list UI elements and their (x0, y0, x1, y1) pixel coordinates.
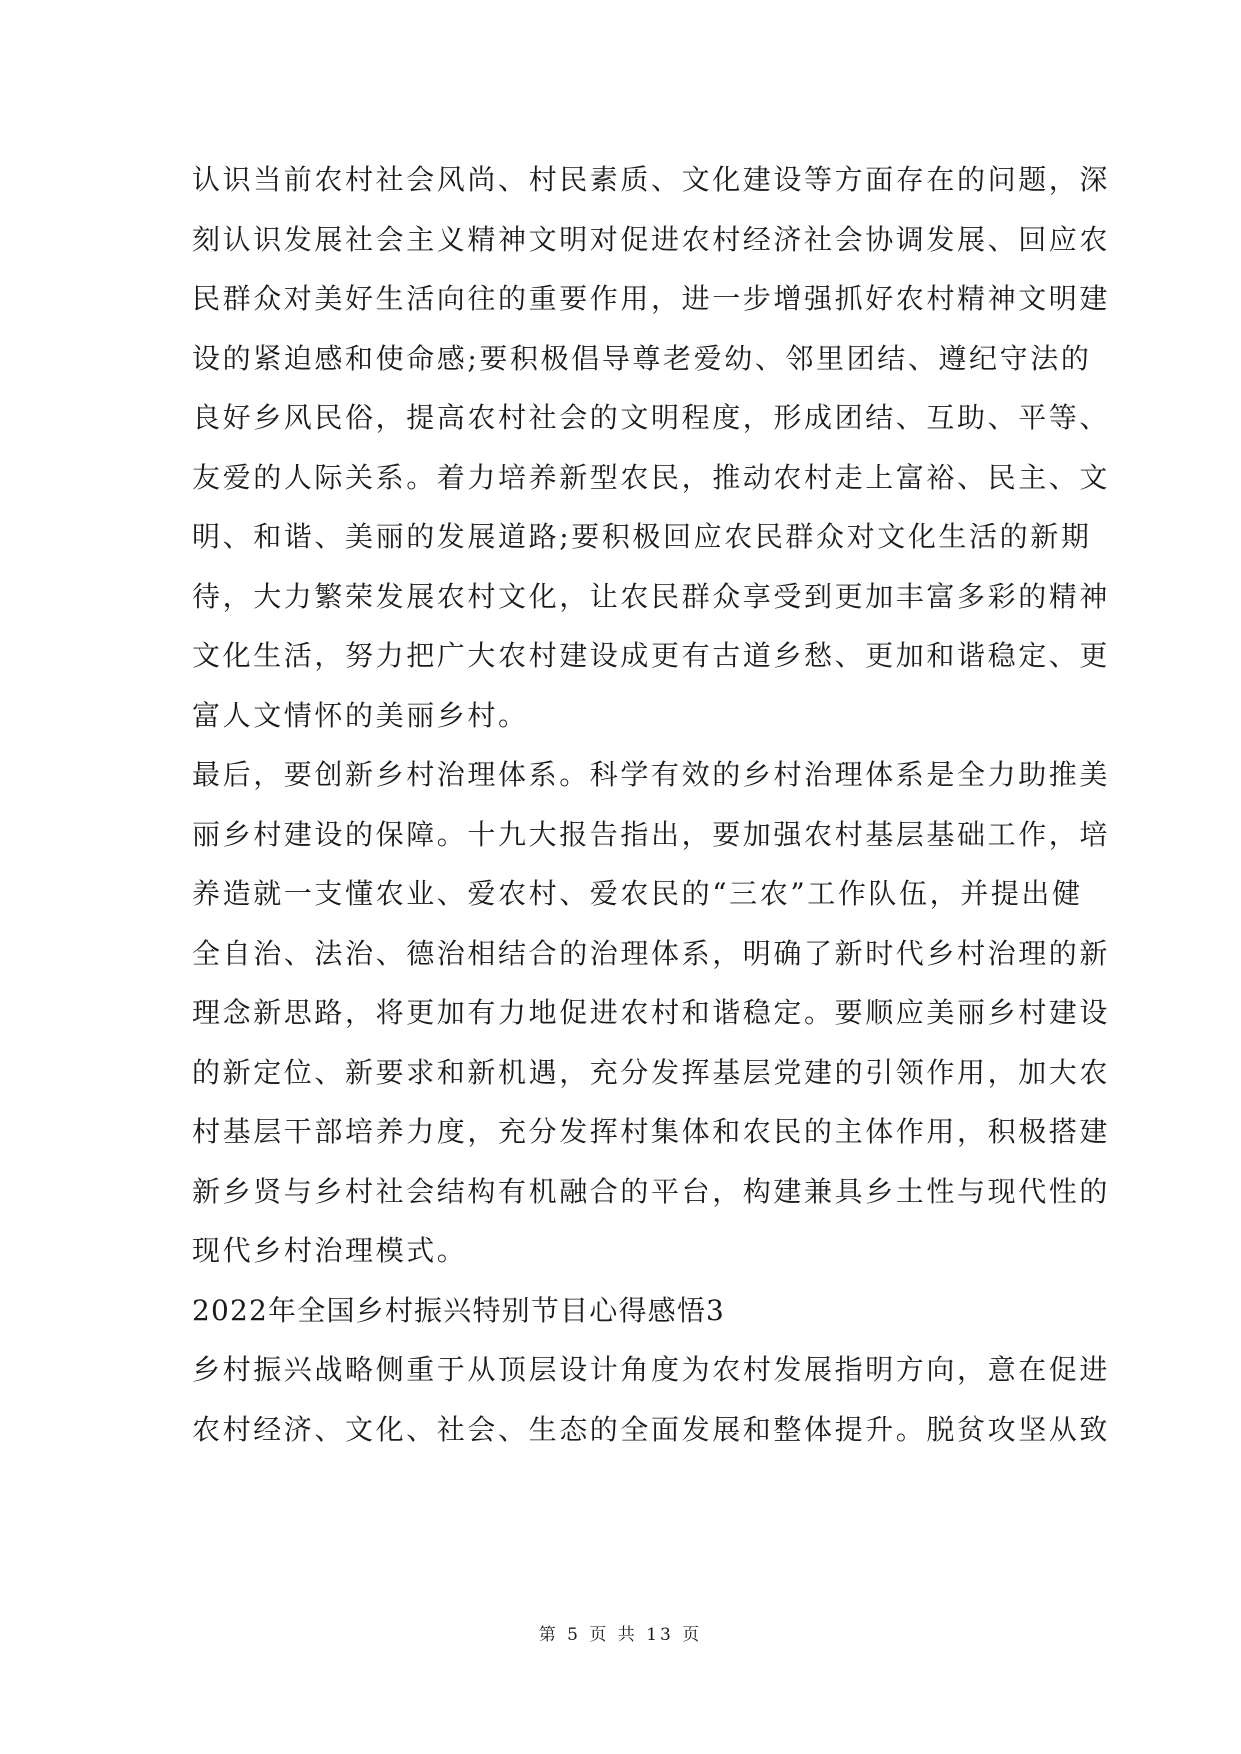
text-line: 全自治、法治、德治相结合的治理体系，明确了新时代乡村治理的新 (192, 936, 1111, 970)
text-line: 现代乡村治理模式。 (192, 1234, 468, 1267)
text-line: 友爱的人际关系。着力培养新型农民，推动农村走上富裕、民主、文 (192, 460, 1111, 494)
text-line: 明、和谐、美丽的发展道路;要积极回应农民群众对文化生活的新期 (192, 520, 1092, 553)
text-line: 的新定位、新要求和新机遇，充分发挥基层党建的引领作用，加大农 (192, 1055, 1111, 1089)
text-line: 丽乡村建设的保障。十九大报告指出，要加强农村基层基础工作，培 (192, 817, 1111, 851)
text-line: 文化生活，努力把广大农村建设成更有古道乡愁、更加和谐稳定、更 (192, 639, 1111, 672)
text-line: 认识当前农村社会风尚、村民素质、文化建设等方面存在的问题，深 (192, 163, 1111, 196)
text-line: 设的紧迫感和使命感;要积极倡导尊老爱幼、邻里团结、遵纪守法的 (192, 341, 1092, 375)
text-line: 乡村振兴战略侧重于从顶层设计角度为农村发展指明方向，意在促进 (192, 1353, 1111, 1386)
body-text (192, 150, 1111, 1459)
text-line: 待，大力繁荣发展农村文化，让农民群众享受到更加丰富多彩的精神 (192, 579, 1111, 613)
text-line: 良好乡风民俗，提高农村社会的文明程度，形成团结、互助、平等、 (192, 401, 1111, 434)
text-line: 民群众对美好生活向往的重要作用，进一步增强抓好农村精神文明建 (192, 282, 1111, 315)
text-line: 刻认识发展社会主义精神文明对促进农村经济社会协调发展、回应农 (192, 222, 1111, 256)
text-line: 新乡贤与乡村社会结构有机融合的平台，构建兼具乡土性与现代性的 (192, 1174, 1111, 1208)
text-line: 富人文情怀的美丽乡村。 (192, 698, 529, 732)
section-heading: 2022年全国乡村振兴特别节目心得感悟3 (192, 1293, 726, 1327)
text-line: 养造就一支懂农业、爱农村、爱农民的“三农”工作队伍，并提出健 (192, 877, 1083, 910)
text-line: 最后，要创新乡村治理体系。科学有效的乡村治理体系是全力助推美 (192, 758, 1111, 791)
page-number-footer: 第 5 页 共 13 页 (538, 1625, 703, 1645)
text-line: 村基层干部培养力度，充分发挥村集体和农民的主体作用，积极搭建 (192, 1115, 1111, 1148)
text-line: 农村经济、文化、社会、生态的全面发展和整体提升。脱贫攻坚从致 (192, 1412, 1111, 1446)
text-line: 理念新思路，将更加有力地促进农村和谐稳定。要顺应美丽乡村建设 (192, 996, 1111, 1029)
